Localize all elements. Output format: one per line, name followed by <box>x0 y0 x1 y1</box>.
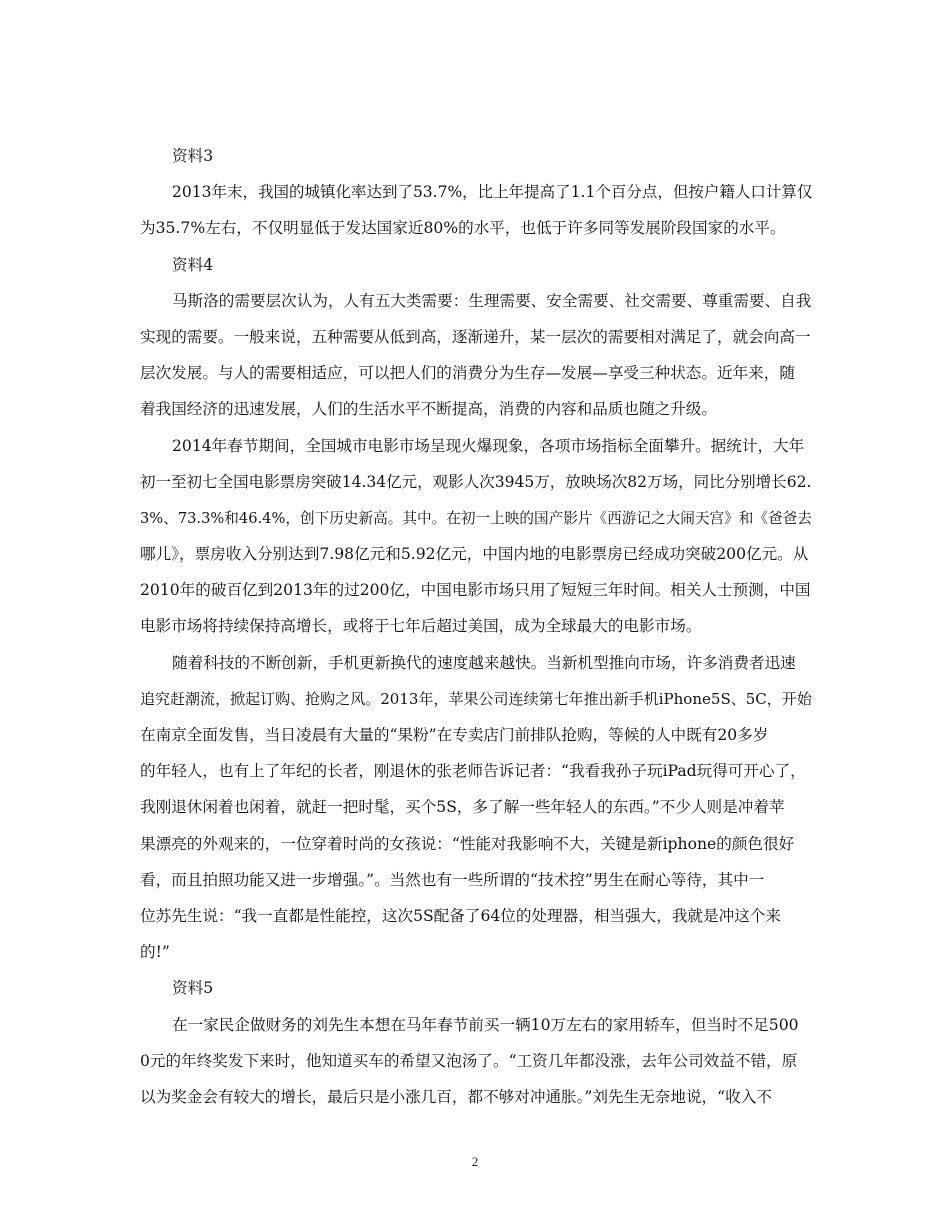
paragraph <box>140 649 812 975</box>
paragraph-line: 哪儿》，票房收入分别达到7.98亿元和5.92亿元，中国内地的电影票房已经成功突破200亿元。从 <box>140 545 809 564</box>
paragraph-line: 我刚退休闲着也闲着，就赶一把时髦，买个5S，多了解一些年轻人的东西。”不少人则是冲着苹 <box>140 798 785 817</box>
paragraph-line: 为35.7%左右，不仅明显低于发达国家近80%的水平，也低于许多同等发展阶段国家的水平。 <box>140 219 786 238</box>
document-body <box>140 142 812 1119</box>
paragraph-line: 追究赶潮流，掀起订购、抢购之风。2013年，苹果公司连续第七年推出新手机iPhone5S、5C，开始 <box>140 689 812 708</box>
paragraph-line: 初一至初七全国电影票房突破14.34亿元，观影人次3945万，放映场次82万场，同比分别增长62. <box>140 472 812 491</box>
page-number: 2 <box>471 1154 479 1169</box>
section-heading-3: 资料3 <box>172 147 214 165</box>
paragraph-line: 以为奖金会有较大的增长，最后只是小涨几百，都不够对冲通胀。”刘先生无奈地说，“收入不 <box>140 1087 772 1106</box>
paragraph-line: 着我国经济的迅速发展，人们的生活水平不断提高，消费的内容和品质也随之升级。 <box>140 400 717 419</box>
paragraph-line: 果漂亮的外观来的，一位穿着时尚的女孩说：“性能对我影响不大，关键是新iphone的颜色很好 <box>140 834 795 853</box>
paragraph-line: 2010年的破百亿到2013年的过200亿，中国电影市场只用了短短三年时间。相关人士预测，中国 <box>140 581 811 600</box>
paragraph-line: 0元的年终奖发下来时，他知道买车的希望又泡汤了。“工资几年都没涨，去年公司效益不错，原 <box>140 1051 798 1070</box>
paragraph <box>140 287 812 432</box>
paragraph <box>140 1011 812 1120</box>
paragraph-line: 3%、73.3%和46.4%，创下历史新高。其中。在初一上映的国产影片《西游记之大闹天宫》和《爸爸去 <box>140 509 812 527</box>
paragraph-line: 位苏先生说：“我一直都是性能控，这次5S配备了64位的处理器，相当强大，我就是冲这个来 <box>140 906 781 925</box>
paragraph-line: 电影市场将持续保持高增长，或将于七年后超过美国，成为全球最大的电影市场。 <box>140 617 702 636</box>
paragraph-line: 的年轻人，也有上了年纪的长者，刚退休的张老师告诉记者：“我看我孙子玩iPad玩得可开心了， <box>140 762 806 781</box>
paragraph-line: 实现的需要。一般来说，五种需要从低到高，逐渐递升，某一层次的需要相对满足了，就会向高一 <box>140 327 811 346</box>
section-heading-5: 资料5 <box>172 979 214 998</box>
paragraph-line: 层次发展。与人的需要相适应，可以把人们的消费分为生存—发展—享受三种状态。近年来，随 <box>140 364 795 383</box>
paragraph-line: 2014年春节期间，全国城市电影市场呈现火爆现象，各项市场指标全面攀升。据统计，大年 <box>172 436 805 455</box>
paragraph <box>140 432 812 649</box>
paragraph-line: 看，而且拍照功能又进一步增强。”。当然也有一些所谓的“技术控”男生在耐心等待，其中一 <box>140 870 765 889</box>
paragraph-line: 在一家民企做财务的刘先生本想在马年春节前买一辆10万左右的家用轿车，但当时不足500 <box>172 1015 799 1034</box>
paragraph-line: 2013年末，我国的城镇化率达到了53.7%，比上年提高了1.1个百分点，但按户籍人口计算仅 <box>172 183 813 202</box>
paragraph <box>140 178 812 250</box>
paragraph-line: 在南京全面发售，当日凌晨有大量的“果粉”在专卖店门前排队抢购，等候的人中既有20多岁 <box>140 726 769 744</box>
paragraph-line: 随着科技的不断创新，手机更新换代的速度越来越快。当新机型推向市场，许多消费者迅速 <box>172 653 796 672</box>
section-heading-4: 资料4 <box>172 255 214 274</box>
paragraph-line: 的!” <box>140 943 170 962</box>
paragraph-line: 马斯洛的需要层次认为，人有五大类需要：生理需要、安全需要、社交需要、尊重需要、自我 <box>172 291 812 310</box>
